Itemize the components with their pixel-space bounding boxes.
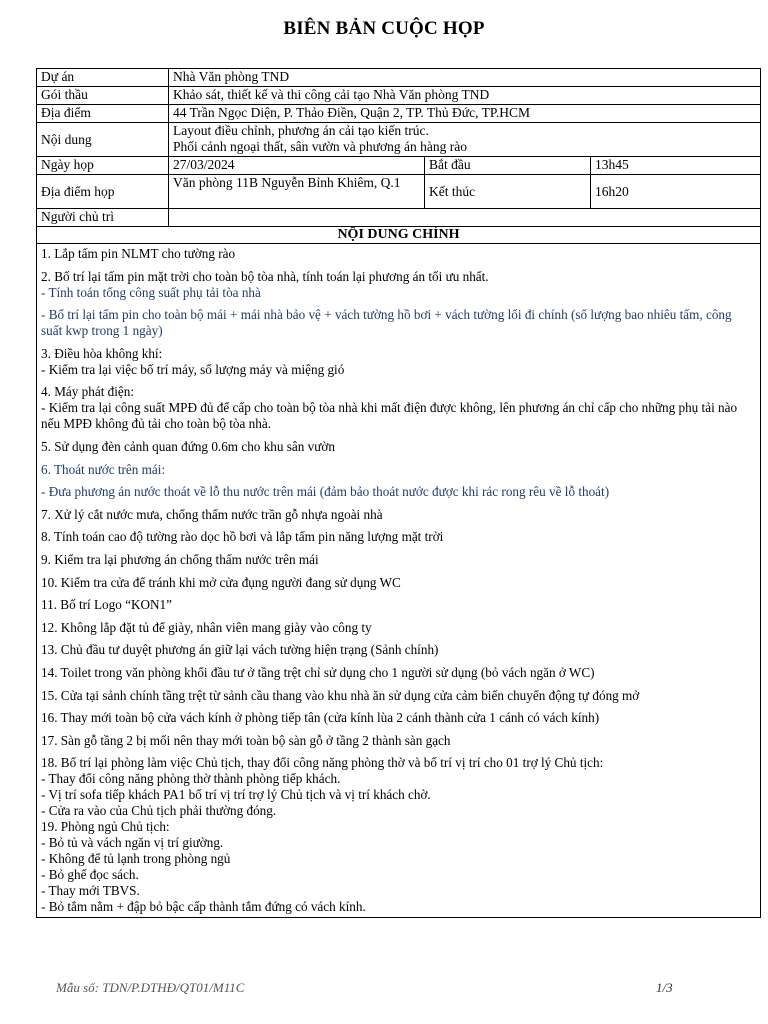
item-2: 2. Bố trí lại tấm pin mặt trời cho toàn bộ tòa nhà, tính toán lại phương án tối ưu nhất. [41, 268, 489, 284]
ngay-hop-value: 27/03/2024 [169, 157, 425, 175]
item-19e: - Bỏ tắm nằm + đập bỏ bậc cấp thành tắm đứng có vách kính. [41, 899, 366, 915]
item-18b: - Vị trí sofa tiếp khách PA1 bố trí vị trí trợ lý Chủ tịch và vị trí khách chờ. [41, 787, 431, 803]
ket-thuc-value: 16h20 [591, 175, 761, 209]
item-6: 6. Thoát nước trên mái: [41, 461, 166, 477]
goi-thau-value: Khảo sát, thiết kế và thi công cải tạo Nhà Văn phòng TND [169, 87, 761, 105]
nguoi-chu-tri-label: Người chủ trì [37, 209, 169, 227]
item-14: 14. Toilet trong văn phòng khối đầu tư ở tầng trệt chỉ sử dụng cho 1 người sử dụng (bỏ vách ngăn ở WC) [41, 664, 595, 680]
noi-dung-value [169, 123, 761, 157]
item-3a: - Kiểm tra lại việc bố trí máy, số lượng máy và miệng gió [41, 361, 345, 377]
item-19: 19. Phòng ngủ Chủ tịch: [41, 819, 170, 835]
goi-thau-label: Gói thầu [37, 87, 169, 105]
item-16: 16. Thay mới toàn bộ cửa vách kính ở phòng tiếp tân (cửa kính lùa 2 cánh thành cửa 1 cánh có vách kính) [41, 710, 600, 726]
item-13: 13. Chủ đầu tư duyệt phương án giữ lại vách tường hiện trạng (Sảnh chính) [41, 642, 439, 658]
dia-diem-hop-label: Địa điểm họp [37, 175, 169, 209]
item-2b: - Bố trí lại tấm pin cho toàn bộ mái + mái nhà bảo vệ + vách tường hồ bơi + vách tường lối đi chính (số lượng bao nhiêu tấm, công suất kwp trong 1 ngày) [41, 307, 732, 339]
item-19c: - Bỏ ghế đọc sách. [41, 867, 139, 883]
ngay-hop-label: Ngày họp [37, 157, 169, 175]
item-12: 12. Không lắp đặt tủ để giày, nhân viên mang giày vào công ty [41, 619, 372, 635]
du-an-value: Nhà Văn phòng TND [169, 69, 761, 87]
item-17: 17. Sàn gỗ tầng 2 bị mối nên thay mới toàn bộ sàn gỗ ở tầng 2 thành sàn gạch [41, 732, 451, 748]
meeting-info-table [36, 68, 761, 918]
item-19b: - Không để tủ lạnh trong phòng ngủ [41, 851, 231, 867]
item-18: 18. Bố trí lại phòng làm việc Chủ tịch, thay đổi công năng phòng thờ và bố trí vị trí cho 01 trợ lý Chủ tịch: [41, 755, 604, 771]
dia-diem-value: 44 Trần Ngọc Diện, P. Thảo Điền, Quận 2, TP. Thủ Đức, TP.HCM [169, 105, 761, 123]
item-18a: - Thay đổi công năng phòng thờ thành phòng tiếp khách. [41, 771, 341, 787]
noi-dung-label: Nội dung [37, 123, 169, 157]
item-5: 5. Sử dụng đèn cảnh quan đứng 0.6m cho khu sân vườn [41, 438, 335, 454]
item-15: 15. Cửa tại sảnh chính tầng trệt từ sảnh cầu thang vào khu nhà ăn sử dụng cửa cảm biến chuyển động tự đóng mở [41, 687, 640, 703]
form-code: Mẫu số: TDN/P.DTHĐ/QT01/M11C [56, 980, 245, 995]
noi-dung-line-2: Phối cảnh ngoại thất, sân vườn và phương án hàng rào [173, 139, 467, 154]
item-10: 10. Kiểm tra cửa để tránh khi mở cửa đụng người đang sử dụng WC [41, 574, 401, 590]
main-content [37, 244, 761, 918]
item-4a: - Kiểm tra lại công suất MPĐ đủ để cấp cho toàn bộ tòa nhà khi mất điện được không, lên phương án chỉ cấp cho những phụ tải nào nếu MPĐ không đủ tải cho toàn bộ tòa nhà. [41, 400, 738, 432]
item-7: 7. Xử lý cắt nước mưa, chống thấm nước trần gỗ nhựa ngoài nhà [41, 506, 383, 522]
noi-dung-line-1: Layout điều chỉnh, phương án cải tạo kiến trúc. [173, 123, 429, 138]
item-11: 11. Bố trí Logo “KON1” [41, 597, 172, 613]
dia-diem-label: Địa điểm [37, 105, 169, 123]
item-4: 4. Máy phát điện: [41, 384, 135, 400]
dia-diem-hop-value: Văn phòng 11B Nguyễn Bỉnh Khiêm, Q.1 [169, 175, 425, 209]
section-title: NỘI DUNG CHÍNH [37, 227, 761, 244]
item-18c: - Cửa ra vào của Chủ tịch phải thường đóng. [41, 803, 277, 819]
nguoi-chu-tri-value [169, 209, 761, 227]
item-19a: - Bỏ tủ và vách ngăn vị trí giường. [41, 835, 224, 851]
page-number: 1/3 [656, 980, 673, 995]
item-8: 8. Tính toán cao độ tường rào dọc hồ bơi và lắp tấm pin năng lượng mặt trời [41, 529, 444, 545]
item-19d: - Thay mới TBVS. [41, 883, 140, 899]
du-an-label: Dự án [37, 69, 169, 87]
item-2a: - Tính toán tổng công suất phụ tải tòa nhà [41, 284, 261, 300]
item-9: 9. Kiểm tra lại phương án chống thấm nước trên mái [41, 551, 319, 567]
bat-dau-label: Bắt đầu [425, 157, 591, 175]
item-6a: - Đưa phương án nước thoát về lỗ thu nước trên mái (đảm bảo thoát nước được khi rác rong rêu về lỗ thoát) [41, 484, 610, 500]
bat-dau-value: 13h45 [591, 157, 761, 175]
ket-thuc-label: Kết thúc [425, 175, 591, 209]
item-3: 3. Điều hòa không khí: [41, 345, 163, 361]
item-1: 1. Lắp tấm pin NLMT cho tường rào [41, 246, 236, 261]
document-title: BIÊN BẢN CUỘC HỌP [283, 18, 485, 39]
